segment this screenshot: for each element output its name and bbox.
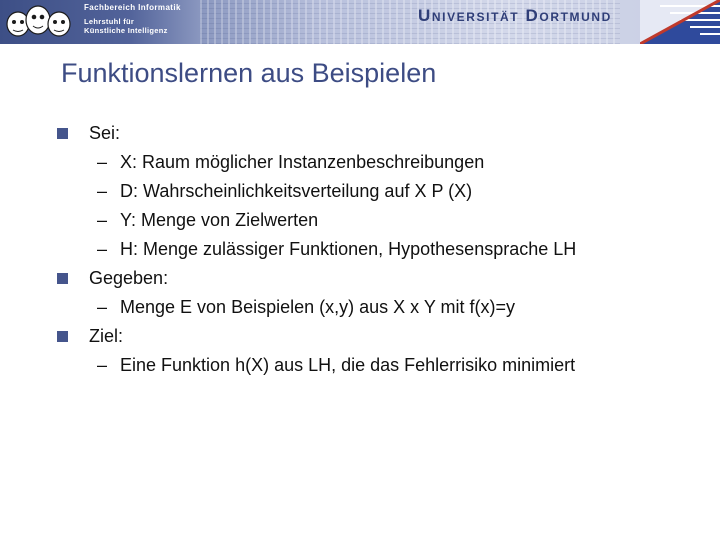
sub-item-text: X: Raum möglicher Instanzenbeschreibungen	[120, 152, 485, 172]
chair-name-line1: Lehrstuhl für	[84, 17, 135, 26]
sub-item	[57, 293, 697, 322]
university-logo-icon	[640, 0, 720, 44]
sub-item-text: Y: Menge von Zielwerten	[120, 210, 319, 230]
department-name: Fachbereich Informatik	[84, 3, 181, 12]
list-item-label: Ziel:	[89, 326, 124, 346]
list-item	[57, 264, 697, 293]
sub-item	[57, 148, 697, 177]
bullet-list	[57, 119, 697, 380]
dash-icon: –	[97, 210, 108, 230]
dash-icon: –	[97, 181, 108, 201]
slide-title: Funktionslernen aus Beispielen	[61, 58, 437, 88]
sub-item-text: H: Menge zulässiger Funktionen, Hypothesensprache LH	[120, 239, 577, 259]
square-bullet-icon	[57, 128, 68, 139]
sub-item-text: Menge E von Beispielen (x,y) aus X x Y mit f(x)=y	[120, 297, 515, 317]
sub-item-text: D: Wahrscheinlichkeitsverteilung auf X P (X)	[120, 181, 473, 201]
dash-icon: –	[97, 297, 108, 317]
university-name: Universität Dortmund	[418, 6, 612, 25]
list-item	[57, 322, 697, 351]
dash-icon: –	[97, 355, 108, 375]
mascot-logo-icon	[4, 2, 74, 42]
chair-name-line2: Künstliche Intelligenz	[84, 26, 168, 35]
header-banner	[0, 0, 720, 44]
sub-item	[57, 206, 697, 235]
square-bullet-icon	[57, 331, 68, 342]
list-item	[57, 119, 697, 148]
list-item-label: Sei:	[89, 123, 121, 143]
list-item-label: Gegeben:	[89, 268, 169, 288]
sub-item-text: Eine Funktion h(X) aus LH, die das Fehlerrisiko minimiert	[120, 355, 576, 375]
square-bullet-icon	[57, 273, 68, 284]
sub-item	[57, 235, 697, 264]
sub-item	[57, 351, 697, 380]
dash-icon: –	[97, 152, 108, 172]
sub-item	[57, 177, 697, 206]
dash-icon: –	[97, 239, 108, 259]
